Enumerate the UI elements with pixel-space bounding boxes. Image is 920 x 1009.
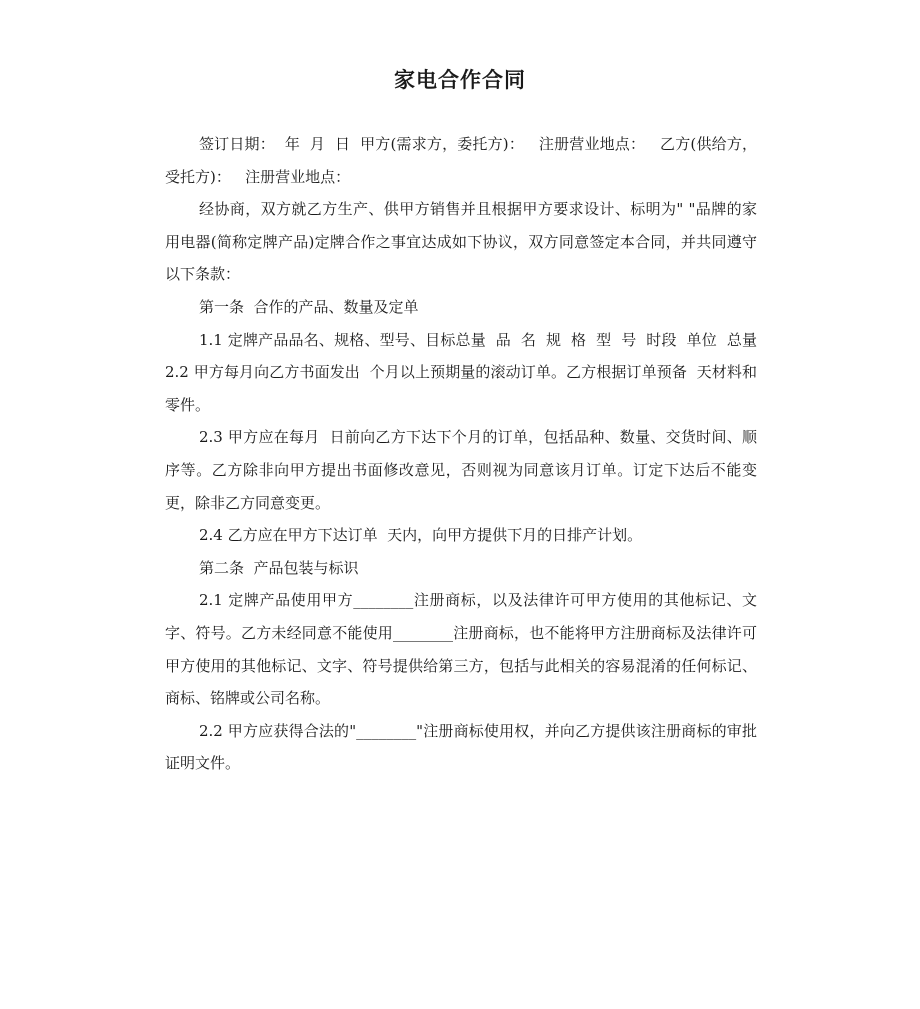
clause-2-3: 2.3 甲方应在每月 日前向乙方下达下个月的订单，包括品种、数量、交货时间、顺序等。乙方除非向甲方提出书面修改意见，否则视为同意该月订单。订定下达后不能变更，除非乙方同意变更。 xyxy=(165,428,757,512)
article-2-heading: 第二条 产品包装与标识 xyxy=(199,558,359,577)
clause-2-2: 2.2 甲方应获得合法的"________"注册商标使用权，并向乙方提供该注册商标的审批证明文件。 xyxy=(165,721,757,773)
article-1-heading: 第一条 合作的产品、数量及定单 xyxy=(199,297,419,316)
document-body xyxy=(165,128,762,780)
document-title: 家电合作合同 xyxy=(394,68,526,92)
paragraph-signing-info: 签订日期： 年 月 日 甲方(需求方，委托方)： 注册营业地点： 乙方(供给方，受托方)： 注册营业地点： xyxy=(165,135,757,186)
clause-1-1: 1.1 定牌产品品名、规格、型号、目标总量 品 名 规 格 型 号 时段 单位 总量 2.2 甲方每月向乙方书面发出 个月以上预期量的滚动订单。乙方根据订单预备 天材料和零件。 xyxy=(165,330,762,414)
clause-2-1: 2.1 定牌产品使用甲方________注册商标，以及法律许可甲方使用的其他标记、文字、符号。乙方未经同意不能使用________注册商标，也不能将甲方注册商标及法律许可甲方使用的其他标记、文字、符号提供给第三方，包括与此相关的容易混淆的任何标记、商标、铭牌或公司名称。 xyxy=(165,591,757,708)
clause-2-4: 2.4 乙方应在甲方下达订单 天内，向甲方提供下月的日排产计划。 xyxy=(199,526,643,545)
paragraph-preamble: 经协商，双方就乙方生产、供甲方销售并且根据甲方要求设计、标明为" "品牌的家用电器(简称定牌产品)定牌合作之事宜达成如下协议，双方同意签定本合同，并共同遵守以下条款： xyxy=(165,200,757,284)
